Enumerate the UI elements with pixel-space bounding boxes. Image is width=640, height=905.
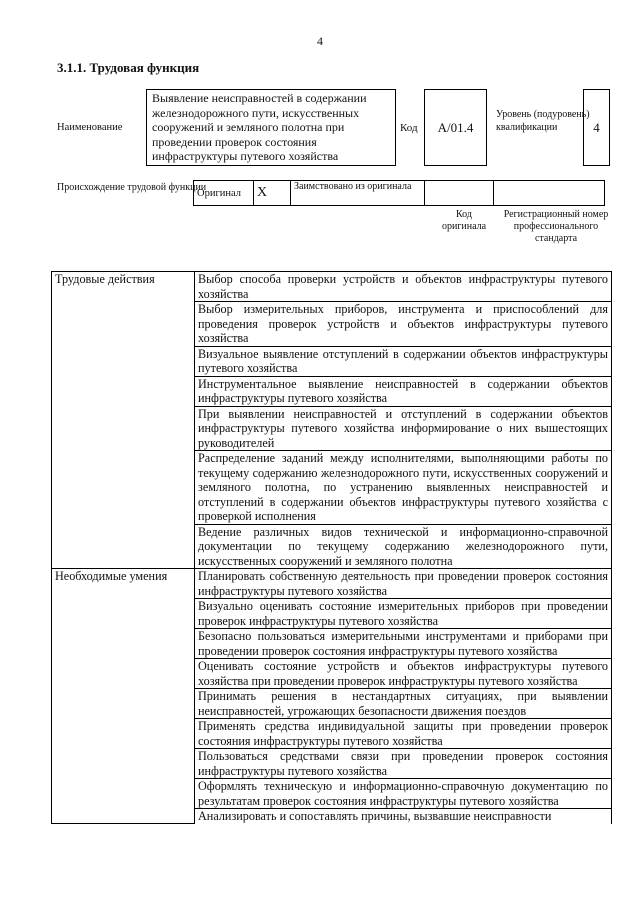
section-item: Инструментальное выявление неисправностей в содержании объектов инфраструктуры путевого хозяйства: [195, 376, 612, 406]
table-row: [52, 569, 612, 599]
section-item: Ведение различных видов технической и информационно-справочной документации по текущему содержанию железнодорожного пути, искусственных сооружений и земляного полотна: [195, 524, 612, 569]
functions-table: [51, 271, 612, 824]
section-title: 3.1.1. Трудовая функция: [57, 60, 200, 75]
page-number: 4: [317, 34, 323, 48]
reg-number-caption: Регистрационный номер профессионального стандарта: [503, 209, 609, 244]
borrowed-label: Заимствовано из оригинала: [291, 181, 425, 206]
section-item: Выбор измерительных приборов, инструмента и приспособлений для проведения проверок устройств и объектов инфраструктуры путевого хозяйства: [195, 302, 612, 347]
level-label: Уровень (подуровень) квалификации: [496, 109, 590, 133]
original-mark: X: [254, 181, 291, 206]
section-item: Визуально оценивать состояние измерительных приборов при проведении проверок инфраструктуры путевого хозяйства: [195, 599, 612, 629]
section-item: Планировать собственную деятельность при проведении проверок состояния инфраструктуры путевого хозяйства: [195, 569, 612, 599]
code-original-caption: Код оригинала: [441, 209, 487, 232]
section-category: Трудовые действия: [52, 272, 195, 569]
function-name-value: Выявление неисправностей в содержании железнодорожного пути, искусственных сооружений и земляного полотна при проведении проверок состояния инфраструктуры путевого хозяйства: [146, 89, 396, 166]
code-label: Код: [400, 122, 418, 134]
code-original-cell: [425, 181, 494, 206]
origin-table: [193, 180, 605, 206]
table-row: [52, 272, 612, 302]
name-label: Наименование: [57, 122, 123, 133]
reg-number-cell: [494, 181, 605, 206]
section-category: Необходимые умения: [52, 569, 195, 824]
origin-label: Происхождение трудовой функции: [57, 182, 207, 193]
section-item: Выбор способа проверки устройств и объектов инфраструктуры путевого хозяйства: [195, 272, 612, 302]
section-item: Пользоваться средствами связи при проведении проверок состояния инфраструктуры путевого хозяйства: [195, 749, 612, 779]
section-item: Анализировать и сопоставлять причины, вызвавшие неисправности: [195, 809, 612, 824]
original-label: Оригинал: [194, 181, 254, 206]
section-item: Оформлять техническую и информационно-справочную документацию по результатам проверок состояния инфраструктуры путевого хозяйства: [195, 779, 612, 809]
section-item: Визуальное выявление отступлений в содержании объектов инфраструктуры путевого хозяйства: [195, 346, 612, 376]
section-item: Применять средства индивидуальной защиты при проведении проверок состояния инфраструктуры путевого хозяйства: [195, 719, 612, 749]
level-value: 4: [583, 89, 610, 166]
section-item: При выявлении неисправностей и отступлений в содержании объектов инфраструктуры путевого хозяйства информирование о них вышестоящих руководителей: [195, 406, 612, 451]
section-item: Оценивать состояние устройств и объектов инфраструктуры путевого хозяйства при проведении проверок инфраструктуры путевого хозяйства: [195, 659, 612, 689]
section-item: Принимать решения в нестандартных ситуациях, при выявлении неисправностей, угрожающих безопасности движения поездов: [195, 689, 612, 719]
code-value: А/01.4: [424, 89, 487, 166]
section-item: Распределение заданий между исполнителями, выполняющими работы по текущему содержанию железнодорожного пути, искусственных сооружений и земляного полотна, по устранению выявленных неисправностей и отступлений в содержании объектов инфраструктуры путевого хозяйства с проверкой исполнения: [195, 451, 612, 525]
section-item: Безопасно пользоваться измерительными инструментами и приборами при проведении проверок состояния инфраструктуры путевого хозяйства: [195, 629, 612, 659]
